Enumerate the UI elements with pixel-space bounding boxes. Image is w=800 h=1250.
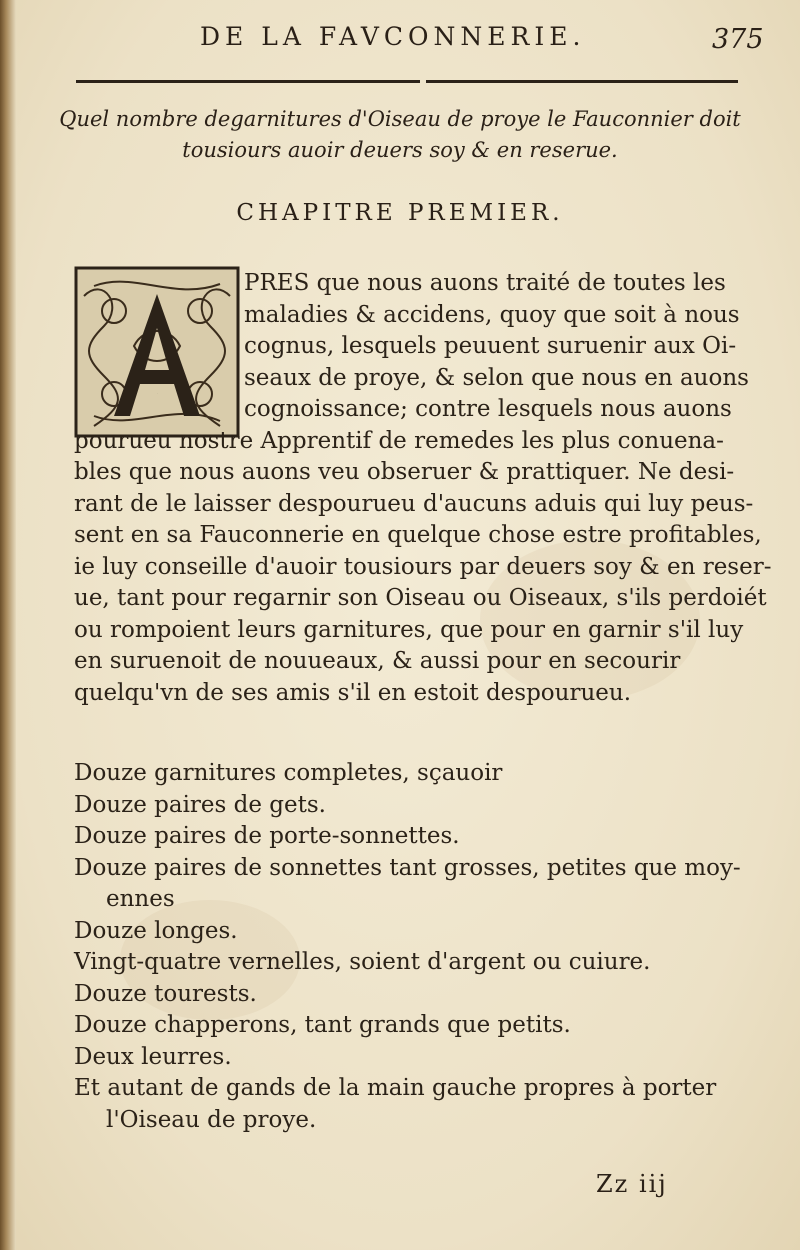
text-line: cognus, lesquels peuuent suruenir aux Oi- xyxy=(244,333,737,359)
text-line: en suruenoit de nouueaux, & aussi pour en secourir xyxy=(74,648,681,674)
heading-line: Quel nombre degarnitures d'Oiseau de proye le Fauconnier doit xyxy=(59,107,741,131)
text-line: PRES que nous auons traité de toutes les xyxy=(244,270,726,296)
list-item: l'Oiseau de proye. xyxy=(106,1106,317,1133)
chapter-body-text xyxy=(74,268,772,709)
chapter-heading xyxy=(0,104,800,166)
page-header xyxy=(0,14,800,54)
text-line: rant de le laisser despourueu d'aucuns aduis qui luy peus- xyxy=(74,490,754,517)
list-item: Douze paires de porte-sonnettes. xyxy=(74,823,460,849)
list-item: Vingt-quatre vernelles, soient d'argent ou cuiure. xyxy=(74,949,651,975)
text-line: seaux de proye, & selon que nous en auons xyxy=(244,364,749,391)
list-item: Douze paires de gets. xyxy=(74,791,326,818)
list-item: Douze tourests. xyxy=(74,980,257,1007)
page-number: 375 xyxy=(712,24,764,55)
initial-letter: A xyxy=(157,394,158,395)
header-rule xyxy=(426,80,738,83)
list-item: Et autant de gands de la main gauche propres à porter xyxy=(74,1075,717,1101)
list-item: ennes xyxy=(106,886,175,912)
binding-gutter xyxy=(0,0,16,1250)
text-line: quelqu'vn de ses amis s'il en estoit despourueu. xyxy=(74,679,632,706)
list-item: Douze longes. xyxy=(74,917,238,944)
text-line: maladies & accidens, quoy que soit à nous xyxy=(244,301,740,328)
list-item: Douze chapperons, tant grands que petits. xyxy=(74,1012,571,1038)
chapter-title: CHAPITRE PREMIER. xyxy=(236,200,564,226)
text-line: ue, tant pour regarnir son Oiseau ou Oiseaux, s'ils perdoiét xyxy=(74,585,767,611)
text-line: bles que nous auons veu obseruer & prattiquer. Ne desi- xyxy=(74,459,735,485)
text-line: sent en sa Fauconnerie en quelque chose estre profitables, xyxy=(74,522,762,548)
text-line: ou rompoient leurs garnitures, que pour en garnir s'il luy xyxy=(74,616,744,643)
heading-line: tousiours auoir deuers soy & en reserue. xyxy=(182,138,618,162)
text-line: ie luy conseille d'auoir tousiours par deuers soy & en reser- xyxy=(74,553,772,580)
text-line: pourueu nostre Apprentif de remedes les plus conuena- xyxy=(74,427,724,454)
list-item: Deux leurres. xyxy=(74,1043,232,1070)
list-item: Douze paires de sonnettes tant grosses, petites que moy- xyxy=(74,854,741,881)
text-line: cognoissance; contre lesquels nous auons xyxy=(244,396,732,422)
header-rule xyxy=(76,80,420,83)
signature-mark: Zz iij xyxy=(596,1170,668,1198)
running-title: DE LA FAVCONNERIE. xyxy=(200,22,586,51)
list-item: Douze garnitures completes, sçauoir xyxy=(74,760,503,786)
equipment-list xyxy=(74,756,764,1134)
